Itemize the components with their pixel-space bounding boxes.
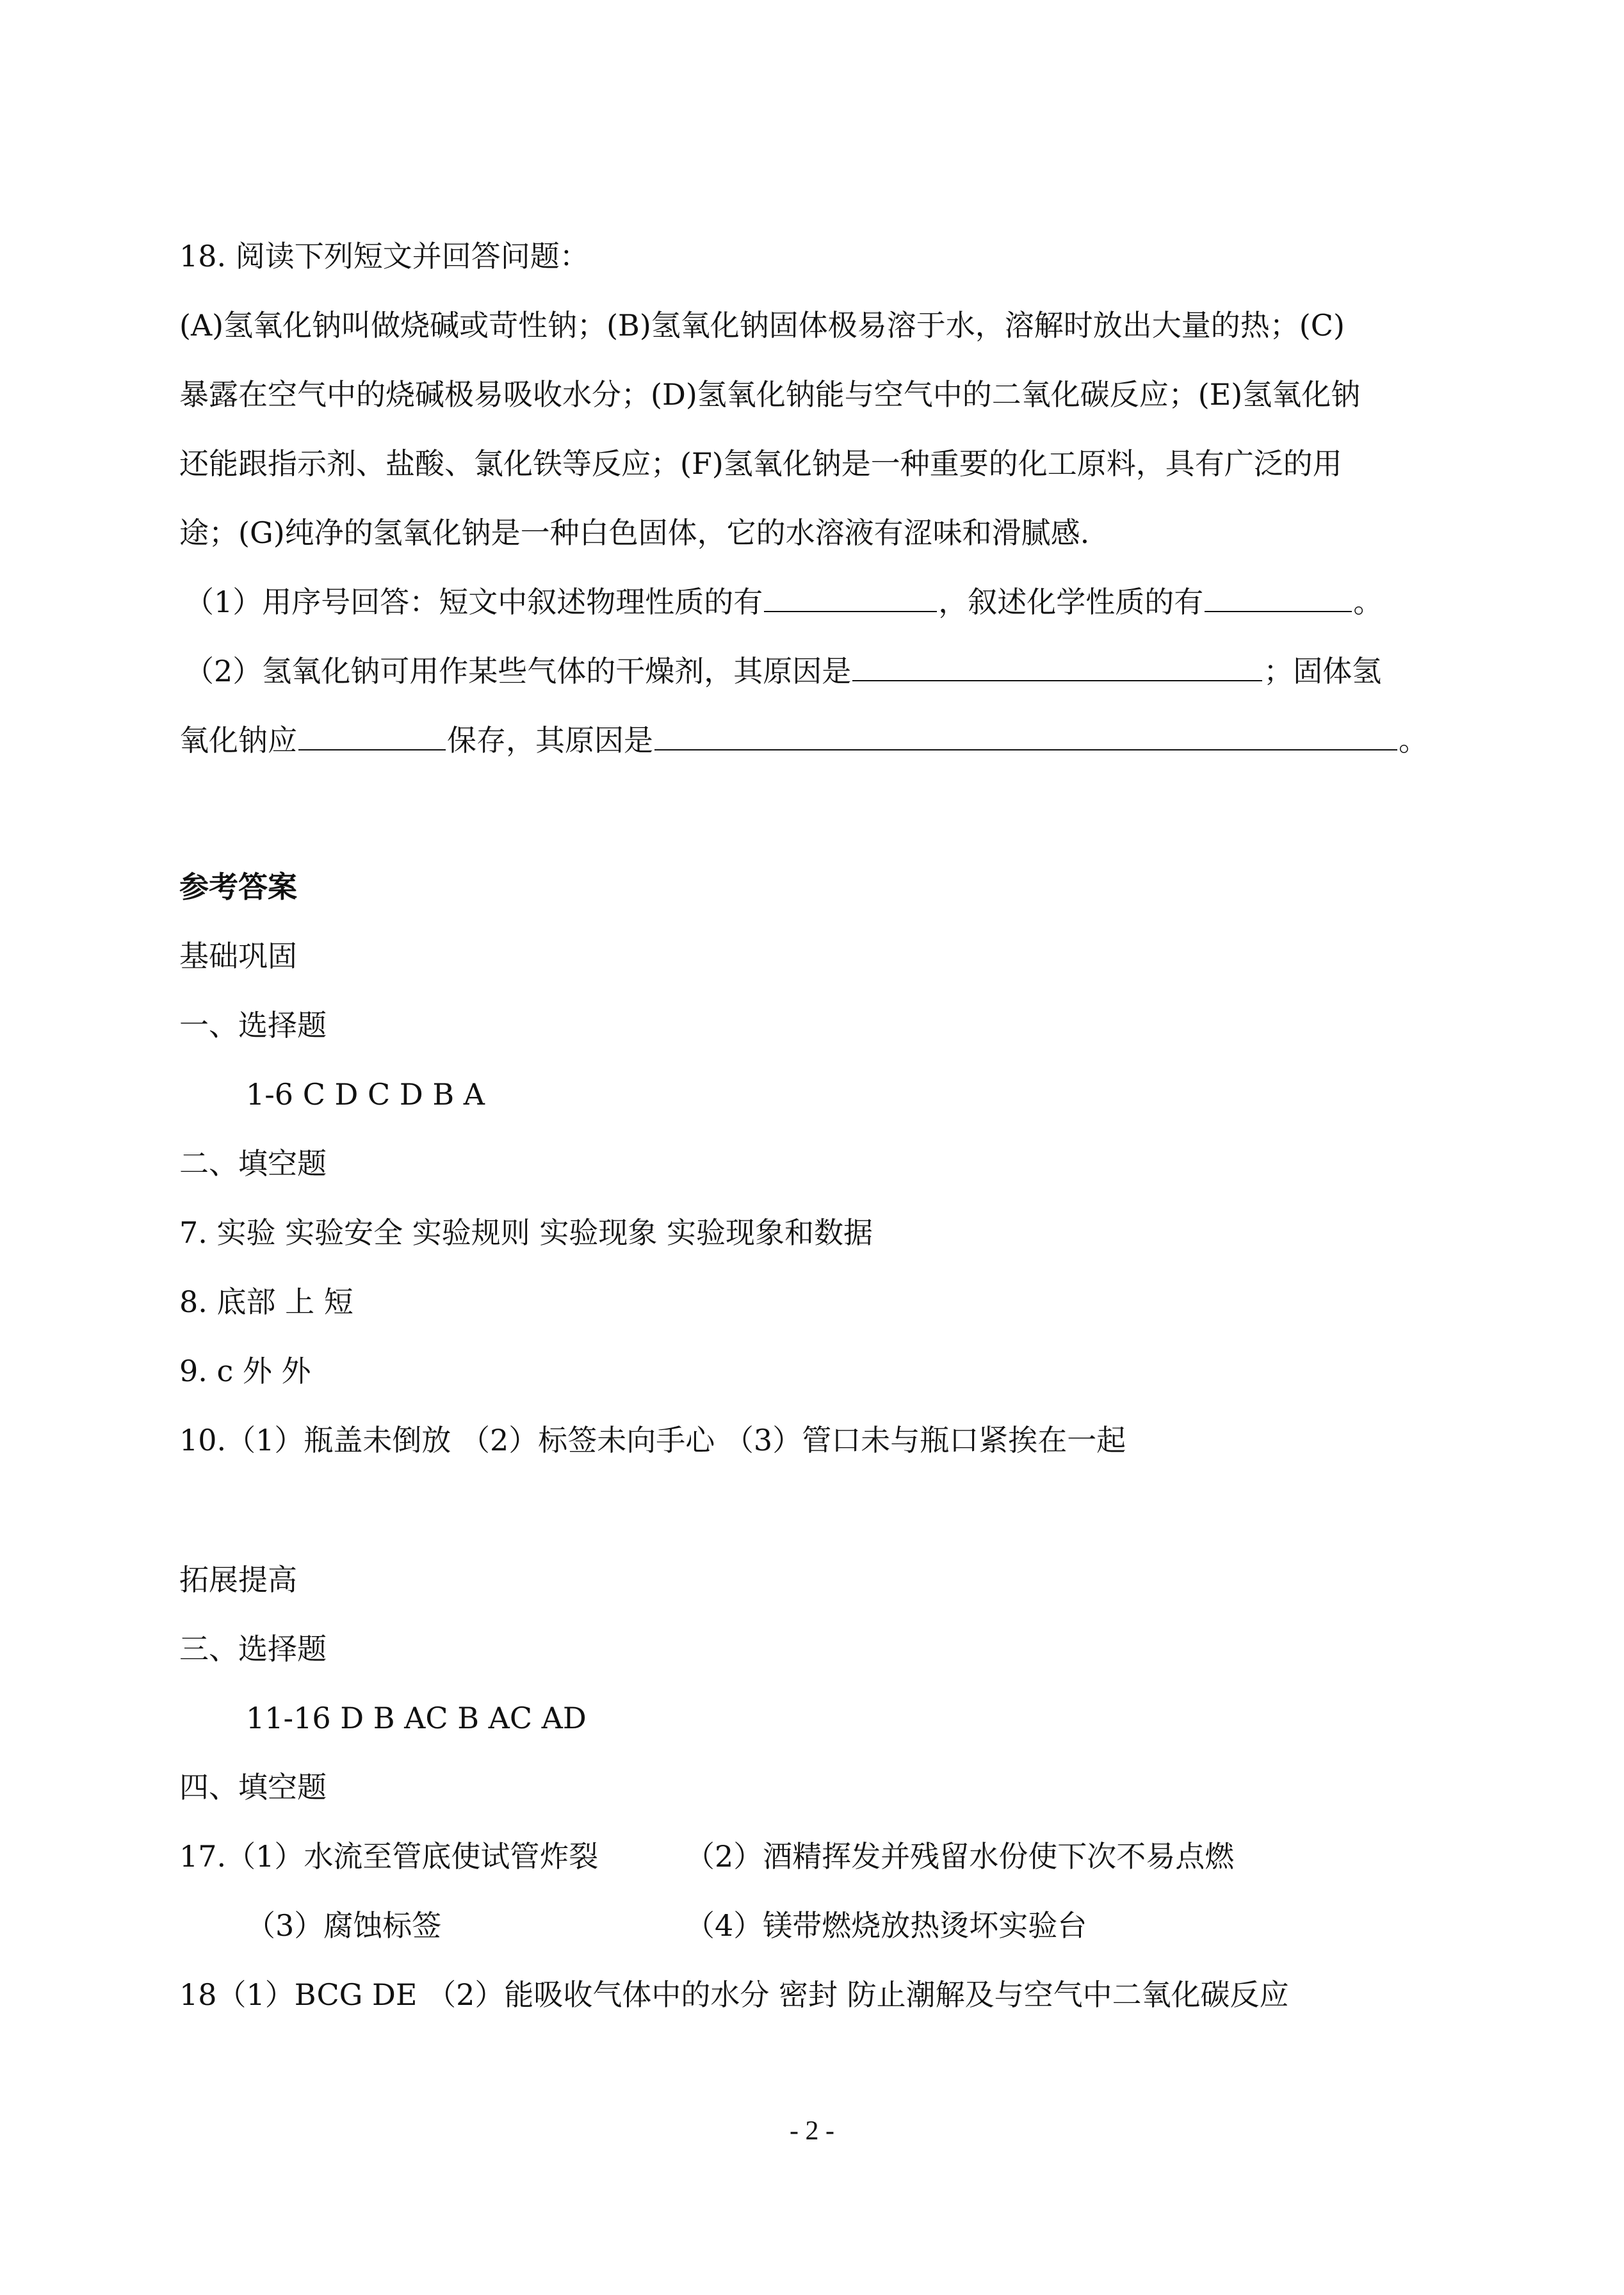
- answer-choice-1: 1-6 C D C D B A: [246, 1077, 485, 1112]
- answer-blank[interactable]: [298, 721, 446, 750]
- answer-blank[interactable]: [654, 721, 1397, 750]
- subsection-choice-2: 三、选择题: [179, 1632, 327, 1666]
- paragraph-line-4: 途；(G)纯净的氢氧化钠是一种白色固体，它的水溶液有涩味和滑腻感.: [179, 515, 1090, 550]
- q2-text-2: ；固体氢: [1263, 654, 1382, 688]
- question-18-part-2-cont: [179, 721, 1447, 759]
- answer-9: 9. c 外 外: [179, 1354, 311, 1388]
- answer-17-3: （3）腐蚀标签: [246, 1908, 442, 1943]
- section-extension: 拓展提高: [179, 1562, 297, 1597]
- q1-end: 。: [1353, 585, 1383, 619]
- answer-8: 8. 底部 上 短: [179, 1285, 353, 1319]
- question-18-title: 18. 阅读下列短文并回答问题：: [179, 239, 589, 273]
- answers-heading: 参考答案: [179, 870, 297, 904]
- q2b-end: 。: [1399, 723, 1428, 758]
- question-18-part-2: [184, 652, 1452, 690]
- answer-17-row-1: [179, 1837, 1447, 1876]
- subsection-choice-1: 一、选择题: [179, 1008, 327, 1042]
- q2b-text-1: 氧化钠应: [179, 723, 297, 758]
- answer-blank[interactable]: [852, 652, 1262, 681]
- section-basic: 基础巩固: [179, 939, 297, 973]
- answer-17-2: （2）酒精挥发并残留水份使下次不易点燃: [685, 1839, 1235, 1874]
- answer-17-4: （4）镁带燃烧放热烫坏实验台: [685, 1908, 1087, 1943]
- answer-7: 7. 实验 实验安全 实验规则 实验现象 实验现象和数据: [179, 1215, 873, 1250]
- paragraph-line-3: 还能跟指示剂、盐酸、氯化铁等反应；(F)氢氧化钠是一种重要的化工原料，具有广泛的用: [179, 446, 1342, 481]
- subsection-fill-1: 二、填空题: [179, 1146, 327, 1181]
- paragraph-line-2: 暴露在空气中的烧碱极易吸收水分；(D)氢氧化钠能与空气中的二氧化碳反应；(E)氢氧化钠: [179, 377, 1361, 412]
- answer-10: 10.（1）瓶盖未倒放 （2）标签未向手心 （3）管口未与瓶口紧挨在一起: [179, 1423, 1126, 1457]
- subsection-fill-2: 四、填空题: [179, 1770, 327, 1804]
- q1-text-2: ，叙述化学性质的有: [938, 585, 1204, 619]
- answer-18: 18（1）BCG DE （2）能吸收气体中的水分 密封 防止潮解及与空气中二氧化碳反应: [179, 1977, 1289, 2012]
- question-18-part-1: [184, 583, 1452, 621]
- answer-17-row-2: [246, 1906, 1514, 1945]
- q2-text-1: （2）氢氧化钠可用作某些气体的干燥剂，其原因是: [184, 654, 852, 688]
- q1-text-1: （1）用序号回答：短文中叙述物理性质的有: [184, 585, 763, 619]
- paragraph-line-1: (A)氢氧化钠叫做烧碱或苛性钠；(B)氢氧化钠固体极易溶于水，溶解时放出大量的热；(C): [179, 308, 1345, 343]
- answer-blank[interactable]: [764, 583, 937, 612]
- page-number: - 2 -: [790, 2116, 834, 2146]
- q2b-text-2: 保存，其原因是: [447, 723, 653, 758]
- answer-choice-2: 11-16 D B AC B AC AD: [246, 1701, 587, 1735]
- answer-blank[interactable]: [1205, 583, 1352, 612]
- answer-17-1: 17.（1）水流至管底使试管炸裂: [179, 1839, 599, 1874]
